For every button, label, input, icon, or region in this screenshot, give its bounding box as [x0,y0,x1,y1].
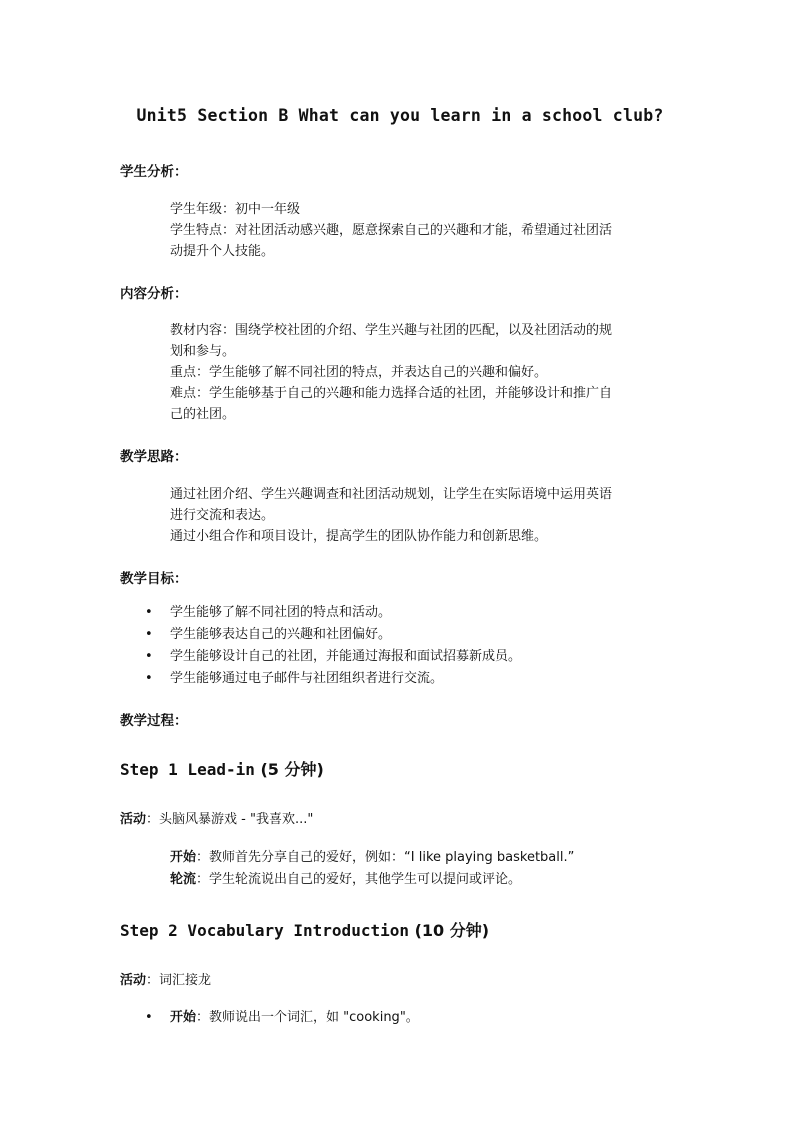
paragraph-line: 动提升个人技能。 [170,244,275,259]
section-heading-teaching-process: 教学过程： [120,713,188,729]
list-item [145,624,705,646]
bullet-icon: • [145,671,153,686]
bullet-icon: • [145,605,153,620]
start-label: 开始 [170,850,197,865]
activity-text: ：头脑风暴游戏 - "我喜欢..." [146,812,314,827]
turn-label: 轮流 [170,872,197,887]
step-2-heading [120,918,489,941]
activity-label: 活动 [120,812,147,827]
activity-text: ：词汇接龙 [146,973,212,988]
teaching-goals-list [145,602,705,690]
section-heading-teaching-goals: 教学目标： [120,571,188,587]
section-heading-teaching-approach: 教学思路： [120,449,188,465]
activity-label: 活动 [120,973,147,988]
list-item [145,602,705,624]
teaching-approach-body [170,484,690,547]
step-2-activity [120,969,211,988]
step-1-title: Step 1 Lead-in [120,760,255,779]
step-1-duration: (5 分钟) [260,760,324,779]
document-title: Unit5 Section B What can you learn in a school club? [136,106,664,125]
list-item [145,1007,705,1029]
paragraph-line: 通过社团介绍、学生兴趣调查和社团活动规划，让学生在实际语境中运用英语 [170,487,613,502]
section-heading-content-analysis: 内容分析： [120,286,188,302]
bullet-icon: • [145,1010,153,1025]
step-2-list [145,1007,705,1029]
list-item-text: 学生能够通过电子邮件与社团组织者进行交流。 [170,671,444,686]
list-item-text: 学生能够了解不同社团的特点和活动。 [170,605,392,620]
bullet-icon: • [145,649,153,664]
step-2-duration: (10 分钟) [414,921,490,940]
paragraph-line: 进行交流和表达。 [170,508,275,523]
paragraph-line: 难点：学生能够基于自己的兴趣和能力选择合适的社团，并能够设计和推广自 [170,386,613,401]
start-text: ：教师首先分享自己的爱好，例如：“I like playing basketball.” [196,850,575,865]
start-label: 开始 [170,1010,197,1025]
content-analysis-body [170,320,690,425]
paragraph-line: 划和参与。 [170,344,236,359]
paragraph-line: 教材内容：围绕学校社团的介绍、学生兴趣与社团的匹配，以及社团活动的规 [170,323,613,338]
list-item [145,668,705,690]
list-item-text: 学生能够设计自己的社团，并能通过海报和面试招募新成员。 [170,649,522,664]
step-1-heading [120,757,324,780]
student-analysis-body [170,199,690,262]
list-item [145,646,705,668]
paragraph-line: 己的社团。 [170,407,236,422]
list-item-text: 学生能够表达自己的兴趣和社团偏好。 [170,627,392,642]
start-text: ：教师说出一个词汇，如 "cooking"。 [196,1010,419,1025]
turn-text: ：学生轮流说出自己的爱好，其他学生可以提问或评论。 [196,872,522,887]
paragraph-line: 学生特点：对社团活动感兴趣，愿意探索自己的兴趣和才能，希望通过社团活 [170,223,613,238]
section-heading-student-analysis: 学生分析： [120,164,188,180]
paragraph-line: 通过小组合作和项目设计，提高学生的团队协作能力和创新思维。 [170,529,548,544]
step-2-title: Step 2 Vocabulary Introduction [120,921,409,940]
paragraph-line: 学生年级：初中一年级 [170,202,301,217]
step-1-turns [170,869,521,891]
bullet-icon: • [145,627,153,642]
step-1-start [170,847,574,869]
paragraph-line: 重点：学生能够了解不同社团的特点，并表达自己的兴趣和偏好。 [170,365,548,380]
step-1-activity [120,808,313,827]
